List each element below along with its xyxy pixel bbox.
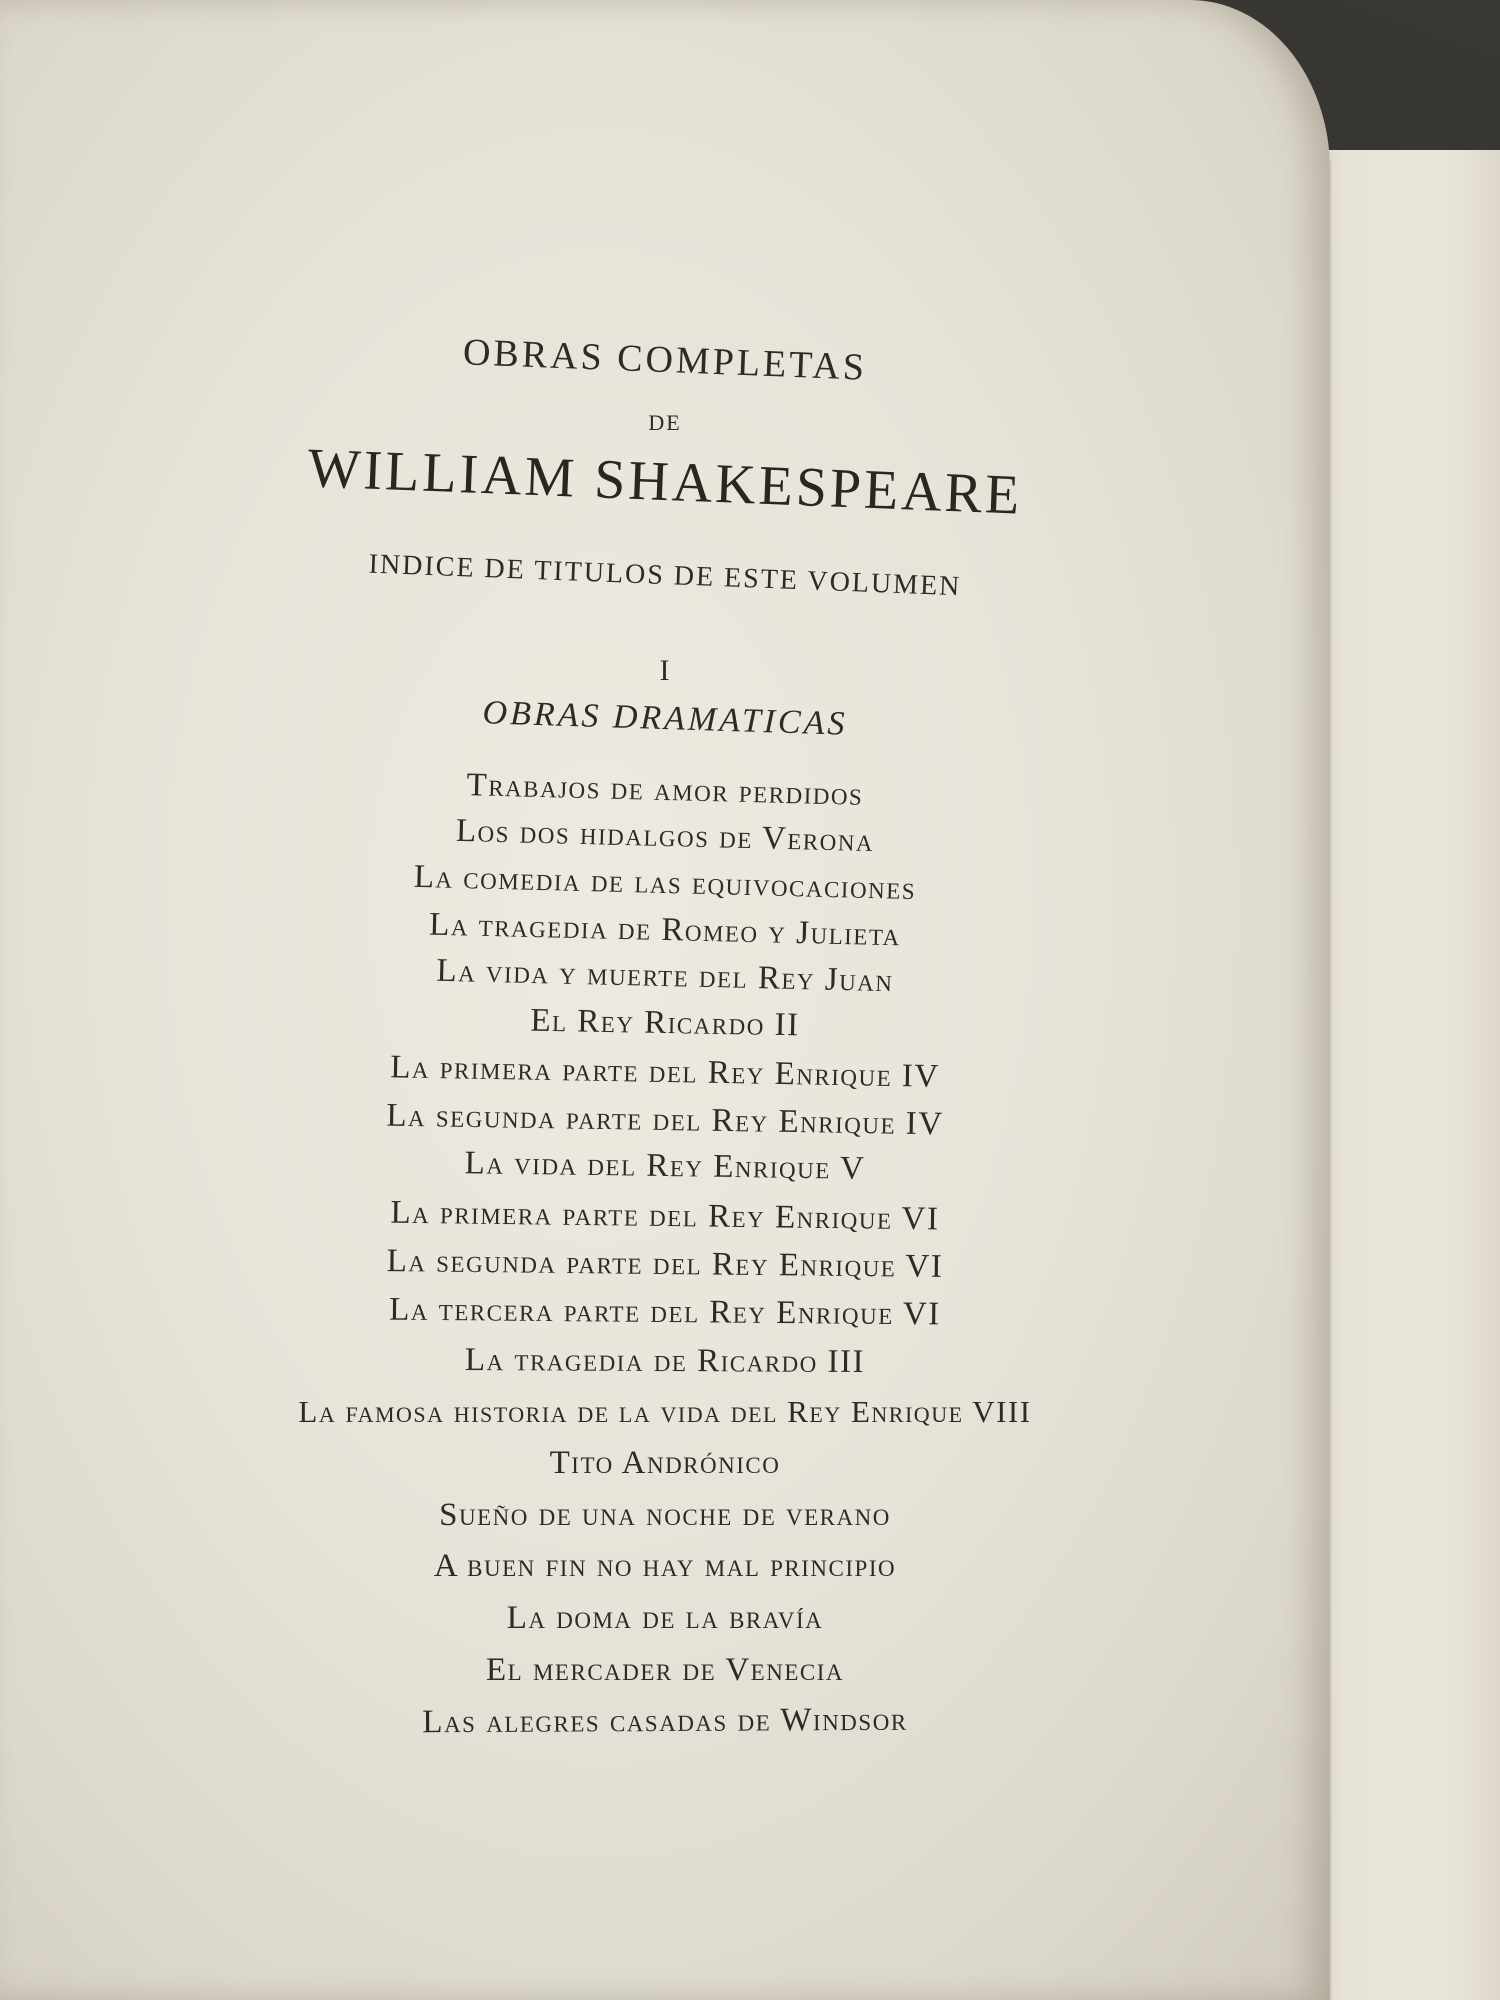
title-connector: DE [648,410,682,435]
index-title: INDICE DE TITULOS DE ESTE VOLUMEN [368,548,962,603]
play-title: El Rey Ricardo II [530,1002,800,1044]
play-title: La vida del Rey Enrique V [464,1145,866,1187]
play-title: La tragedia de Ricardo III [464,1341,866,1381]
play-title: La tercera parte del Rey Enrique VI [389,1291,941,1333]
play-title: Tito Andrónico [549,1445,781,1481]
author-name: WILLIAM SHAKESPEARE [306,437,1024,527]
play-title: La segunda parte del Rey Enrique VI [386,1243,944,1285]
play-title: La tragedia de Romeo y Julieta [428,906,902,954]
play-title: A buen fin no hay mal principio [433,1548,897,1584]
series-title: OBRAS COMPLETAS [462,331,868,389]
play-title: Trabajos de amor perdidos [466,767,864,813]
play-title: La segunda parte del Rey Enrique IV [386,1097,944,1143]
play-title: Las alegres casadas de Windsor [422,1701,908,1741]
play-title: Sueño de una noche de verano [439,1497,891,1533]
play-title: La primera parte del Rey Enrique VI [390,1194,940,1238]
play-title: La primera parte del Rey Enrique IV [389,1049,941,1095]
play-title: La doma de la bravía [506,1600,824,1636]
facing-page-edge [1310,150,1500,2000]
play-title: Los dos hidalgos de Verona [455,812,875,860]
play-title: La comedia de las equivocaciones [413,858,917,908]
section-number: I [659,654,671,687]
play-title: El mercader de Venecia [486,1652,844,1688]
play-title: La famosa historia de la vida del Rey Enrique VIII [298,1394,1032,1429]
section-title: OBRAS DRAMATICAS [482,694,848,743]
play-title: La vida y muerte del Rey Juan [436,952,894,1000]
